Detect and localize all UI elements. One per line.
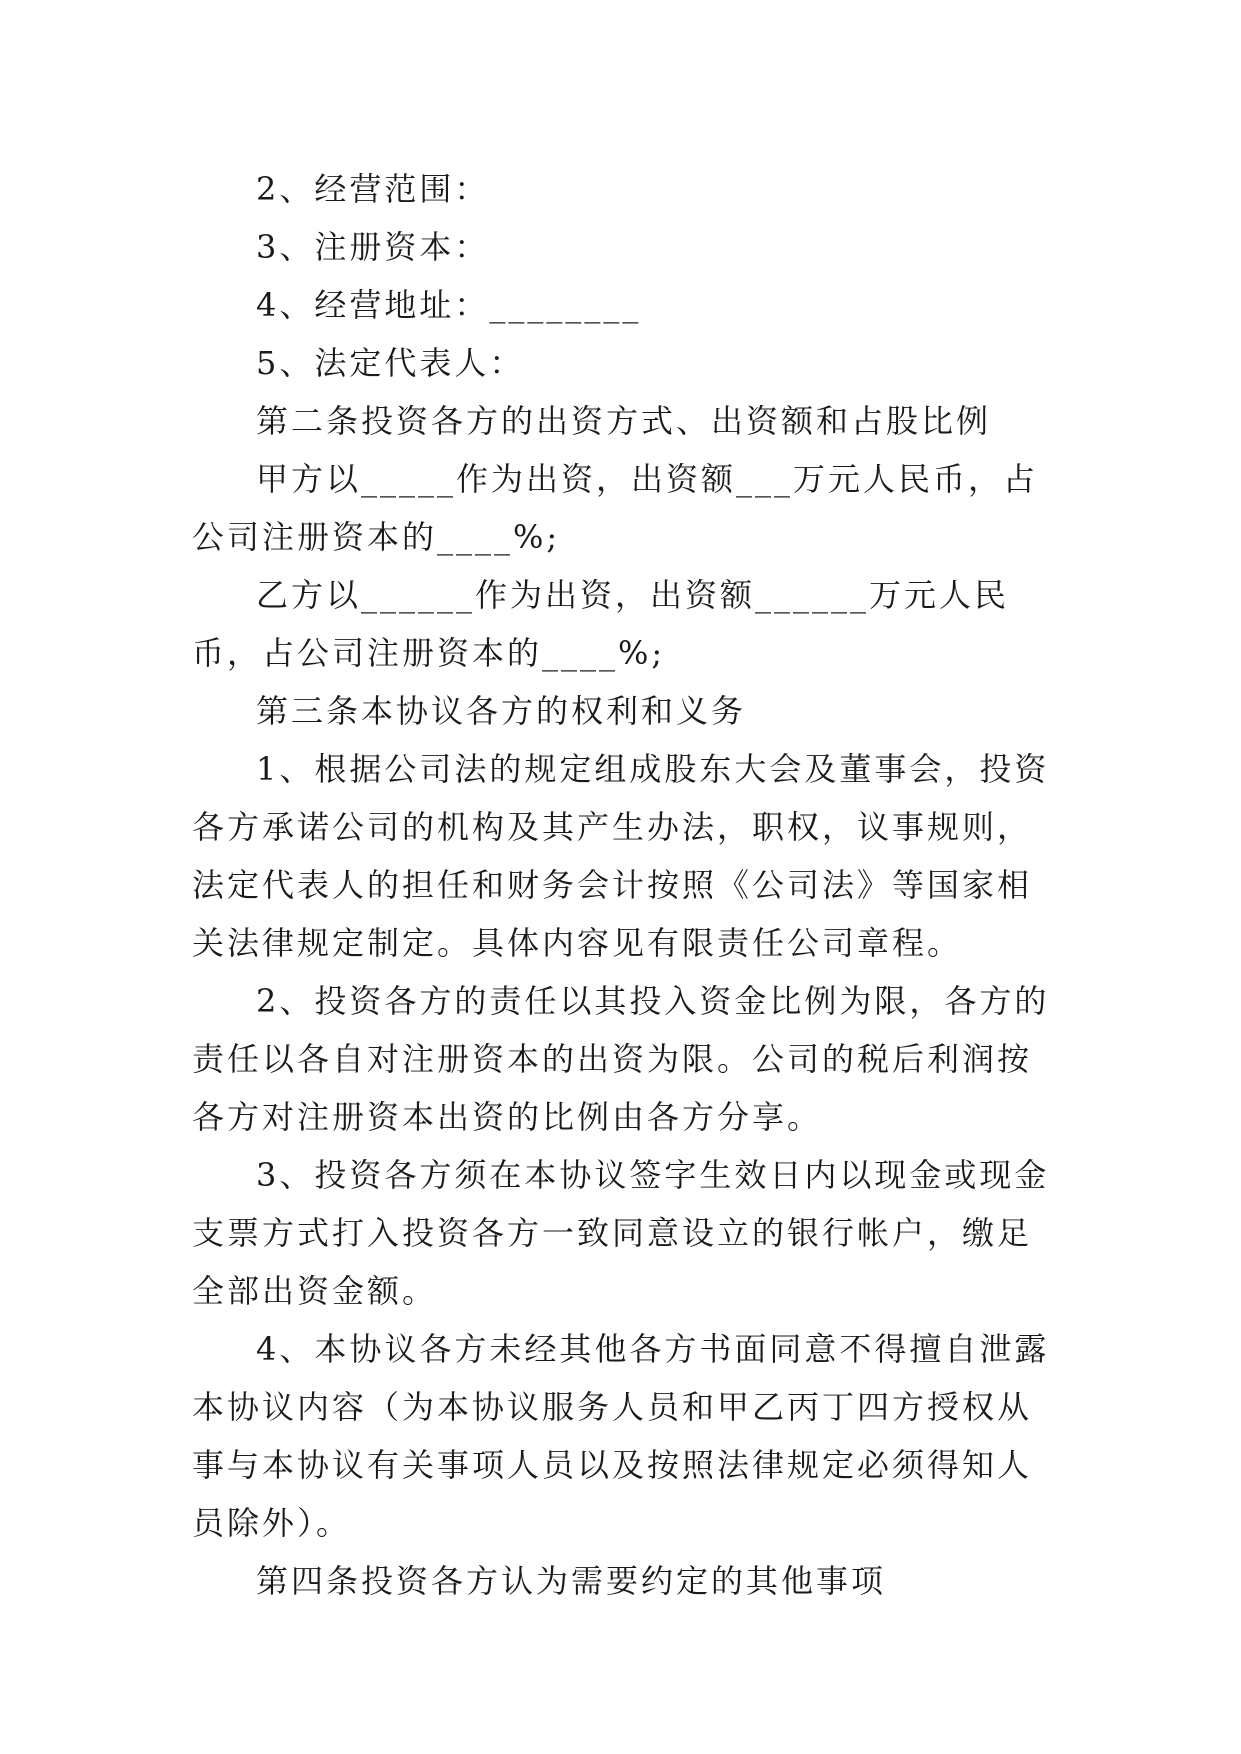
article-four-heading: 第四条投资各方认为需要约定的其他事项	[256, 1562, 887, 1600]
clause-1: 1、根据公司法的规定组成股东大会及董事会，投资各方承诺公司的机构及其产生办法，职权，议事规则，法定代表人的担任和财务会计按照《公司法》等国家相关法律规定制定。具体内容见有限责任公司章程。	[192, 750, 1050, 962]
article-two-heading: 第二条投资各方的出资方式、出资额和占股比例	[256, 402, 992, 440]
clause-2: 2、投资各方的责任以其投入资金比例为限，各方的责任以各自对注册资本的出资为限。公司的税后利润按各方对注册资本出资的比例由各方分享。	[192, 982, 1050, 1136]
legal-representative-line: 5、法定代表人：	[256, 344, 525, 382]
business-scope-line: 2、经营范围：	[256, 170, 490, 208]
party-a-contribution: 甲方以_____作为出资，出资额___万元人民币，占公司注册资本的____%;	[192, 460, 1039, 556]
clause-4: 4、本协议各方未经其他各方书面同意不得擅自泄露本协议内容（为本协议服务人员和甲乙丙丁四方授权从事与本协议有关事项人员以及按照法律规定必须得知人员除外）。	[192, 1330, 1050, 1542]
registered-capital-line: 3、注册资本：	[256, 228, 490, 266]
clause-3: 3、投资各方须在本协议签字生效日内以现金或现金支票方式打入投资各方一致同意设立的银行帐户，缴足全部出资金额。	[192, 1156, 1050, 1310]
article-three-heading: 第三条本协议各方的权利和义务	[256, 692, 747, 730]
party-b-contribution: 乙方以______作为出资，出资额______万元人民币，占公司注册资本的____%;	[192, 576, 1010, 672]
business-address-line: 4、经营地址：________	[256, 286, 642, 324]
document-body	[192, 160, 1052, 1610]
